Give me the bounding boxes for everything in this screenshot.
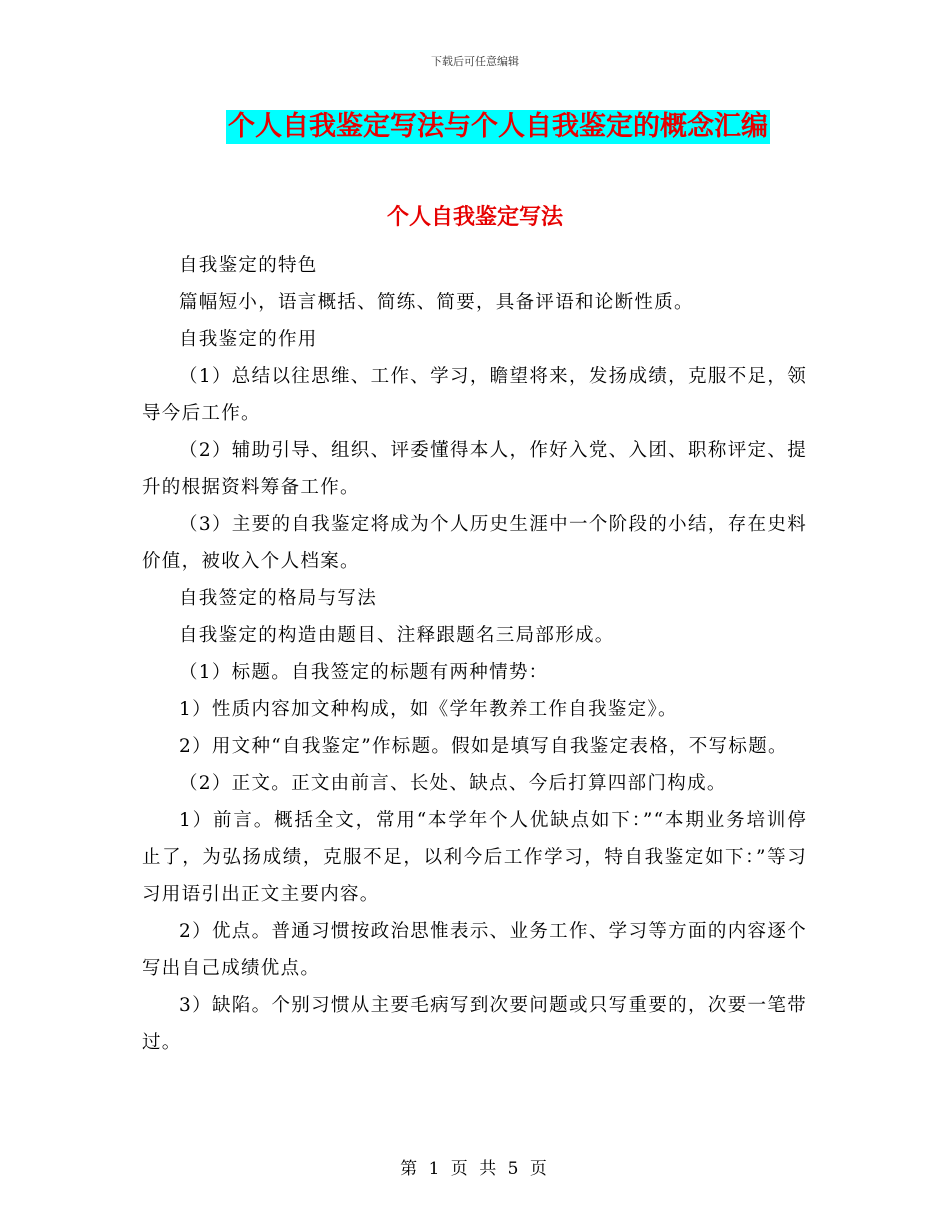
paragraph: 自我签定的格局与写法	[179, 588, 378, 609]
paragraph: 3）缺陷。个别习惯从主要毛病写到次要问题或只写重要的，次要一笔带过。	[142, 995, 807, 1053]
paragraph: 自我鉴定的构造由题目、注释跟题名三局部形成。	[179, 625, 615, 646]
document-title: 个人自我鉴定写法与个人自我鉴定的概念汇编	[228, 111, 768, 142]
document-body	[142, 247, 807, 1061]
paragraph: 自我鉴定的特色	[179, 255, 318, 276]
paragraph: （1）标题。自我签定的标题有两种情势：	[179, 662, 549, 683]
page-footer: 第 1 页 共 5 页	[400, 1159, 550, 1179]
paragraph: 2）用文种“自我鉴定”作标题。假如是填写自我鉴定表格，不写标题。	[179, 736, 788, 757]
paragraph: （2）辅助引导、组织、评委懂得本人，作好入党、入团、职称评定、提升的根据资料筹备工作。	[142, 440, 807, 498]
paragraph: 自我鉴定的作用	[179, 329, 318, 350]
paragraph: 2）优点。普通习惯按政治思惟表示、业务工作、学习等方面的内容逐个写出自己成绩优点。	[142, 921, 807, 979]
section-title: 个人自我鉴定写法	[386, 204, 563, 230]
paragraph: 1）前言。概括全文，常用“本学年个人优缺点如下：”“本期业务培训停止了，为弘扬成绩，克服不足，以利今后工作学习，特自我鉴定如下：”等习习用语引出正文主要内容。	[142, 810, 807, 905]
paragraph: 篇幅短小，语言概括、简练、简要，具备评语和论断性质。	[179, 292, 694, 313]
paragraph: 1）性质内容加文种构成，如《学年教养工作自我鉴定》。	[179, 699, 678, 720]
paragraph: （2）正文。正文由前言、长处、缺点、今后打算四部门构成。	[179, 773, 727, 794]
document-title-wrap	[0, 110, 950, 144]
paragraph: （1）总结以往思维、工作、学习，瞻望将来，发扬成绩，克服不足，领导今后工作。	[142, 366, 807, 424]
page-header: 下载后可任意编辑	[431, 55, 519, 68]
paragraph: （3）主要的自我鉴定将成为个人历史生涯中一个阶段的小结，存在史料价值，被收入个人档案。	[142, 514, 807, 572]
